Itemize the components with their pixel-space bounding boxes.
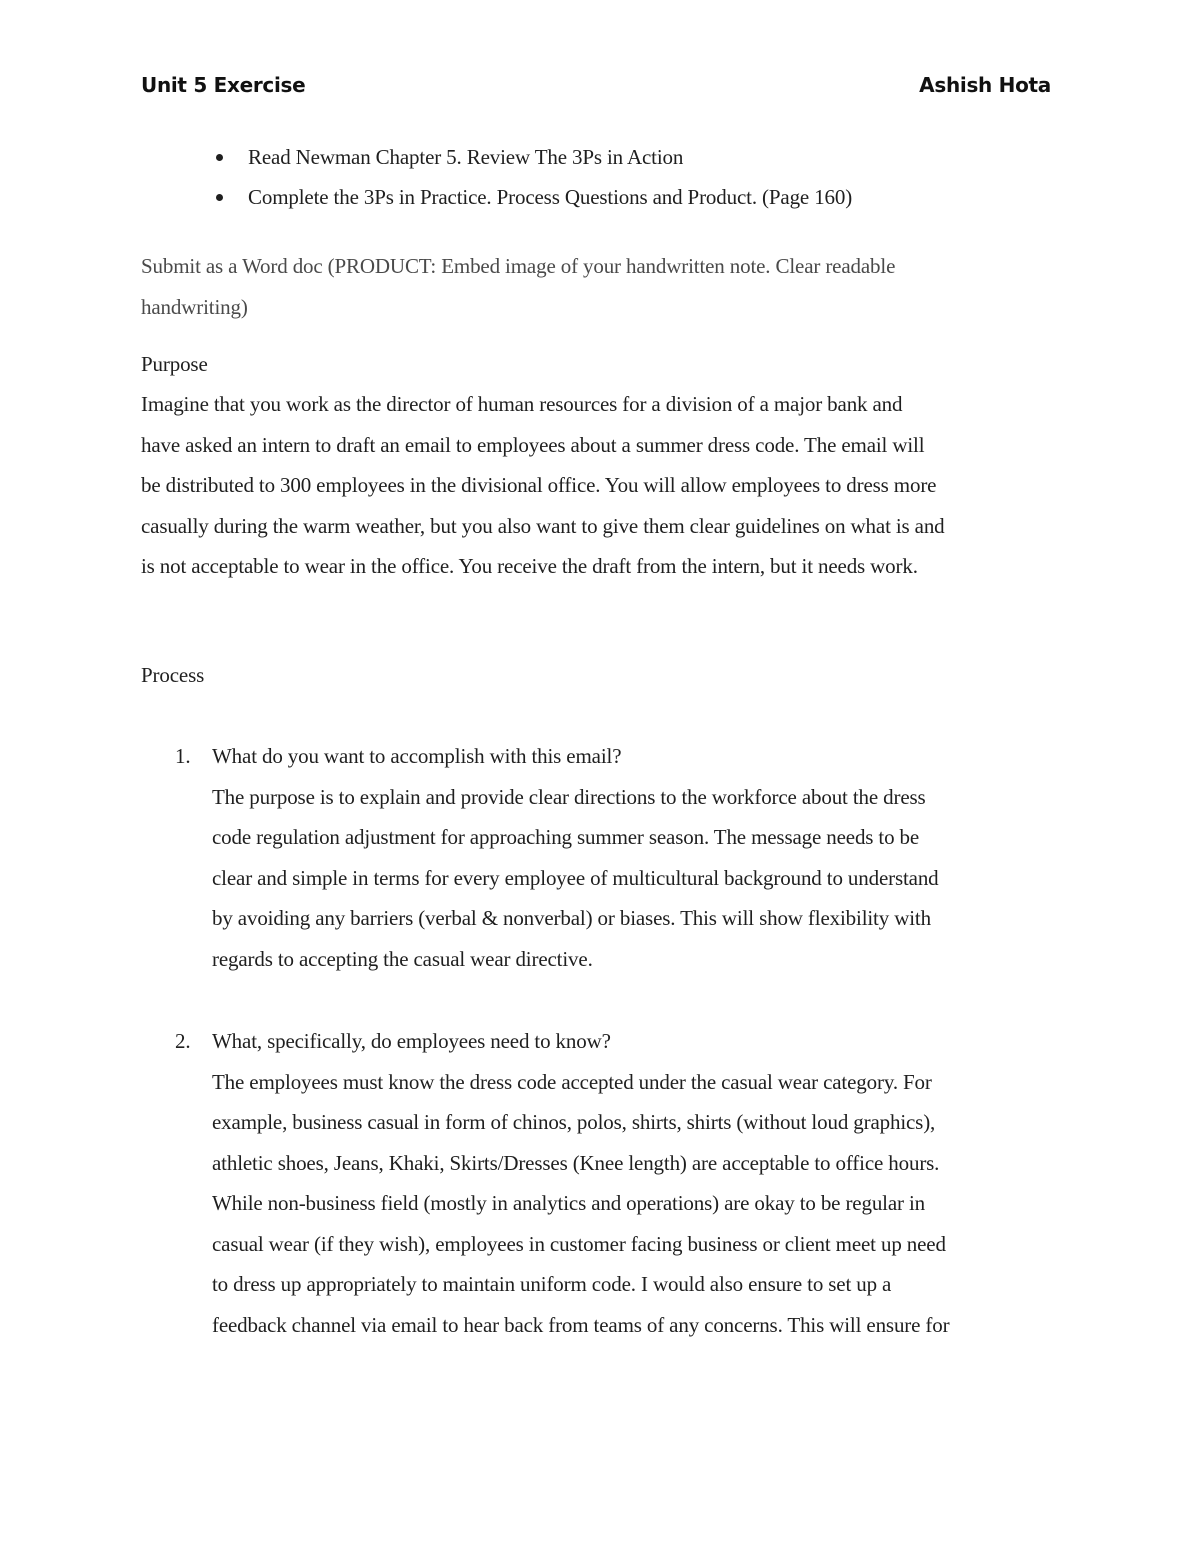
paragraph-line: casually during the warm weather, but you also want to give them clear guidelines on what is and — [141, 513, 945, 538]
list-item-text: Complete the 3Ps in Practice. Process Questions and Product. (Page 160) — [248, 185, 853, 209]
question-item — [141, 736, 1071, 979]
submit-line: Submit as a Word doc (PRODUCT: Embed image of your handwritten note. Clear readable — [141, 254, 896, 278]
page-header — [141, 70, 1051, 102]
answer-line: code regulation adjustment for approaching summer season. The message needs to be — [212, 825, 920, 849]
header-author: Ashish Hota — [919, 73, 1051, 97]
answer-line: by avoiding any barriers (verbal & nonverbal) or biases. This will show flexibility with — [212, 906, 931, 930]
answer-line: While non-business field (mostly in analytics and operations) are okay to be regular in — [212, 1191, 925, 1215]
answer-line: casual wear (if they wish), employees in customer facing business or client meet up need — [212, 1231, 946, 1256]
answer-line: feedback channel via email to hear back from teams of any concerns. This will ensure for — [212, 1312, 950, 1337]
purpose-heading: Purpose — [141, 352, 208, 376]
question-number: 1. — [175, 744, 191, 768]
submit-instructions — [141, 246, 1041, 327]
question-line: What do you want to accomplish with this email? — [212, 744, 622, 768]
instruction-list — [141, 137, 1061, 217]
question-item — [141, 1021, 1071, 1345]
answer-line: to dress up appropriately to maintain uniform code. I would also ensure to set up a — [212, 1272, 892, 1296]
header-title: Unit 5 Exercise — [141, 73, 306, 97]
paragraph-line: have asked an intern to draft an email to employees about a summer dress code. The email will — [141, 432, 925, 457]
question-content — [212, 736, 1072, 979]
list-item-text: Read Newman Chapter 5. Review The 3Ps in Action — [248, 145, 684, 169]
purpose-paragraph — [141, 384, 1071, 587]
bullet-icon — [216, 194, 223, 201]
paragraph-line: is not acceptable to wear in the office. You receive the draft from the intern, but it needs work. — [141, 554, 918, 578]
list-item — [141, 137, 1061, 177]
answer-line: The employees must know the dress code accepted under the casual wear category. For — [212, 1069, 932, 1094]
list-item — [141, 177, 1061, 217]
submit-line: handwriting) — [141, 294, 248, 319]
paragraph-line: Imagine that you work as the director of human resources for a division of a major bank and — [141, 392, 903, 416]
answer-line: athletic shoes, Jeans, Khaki, Skirts/Dresses (Knee length) are acceptable to office hours. — [212, 1150, 940, 1175]
process-heading: Process — [141, 663, 205, 687]
answer-line: The purpose is to explain and provide clear directions to the workforce about the dress — [212, 784, 926, 809]
answer-line: clear and simple in terms for every employee of multicultural background to understand — [212, 865, 939, 890]
question-content — [212, 1021, 1072, 1345]
question-number: 2. — [175, 1029, 191, 1053]
bullet-icon — [216, 154, 223, 161]
answer-line: example, business casual in form of chinos, polos, shirts, shirts (without loud graphics), — [212, 1110, 936, 1134]
question-line: What, specifically, do employees need to know? — [212, 1029, 611, 1053]
paragraph-line: be distributed to 300 employees in the divisional office. You will allow employees to dress more — [141, 473, 937, 497]
answer-line: regards to accepting the casual wear directive. — [212, 946, 593, 971]
